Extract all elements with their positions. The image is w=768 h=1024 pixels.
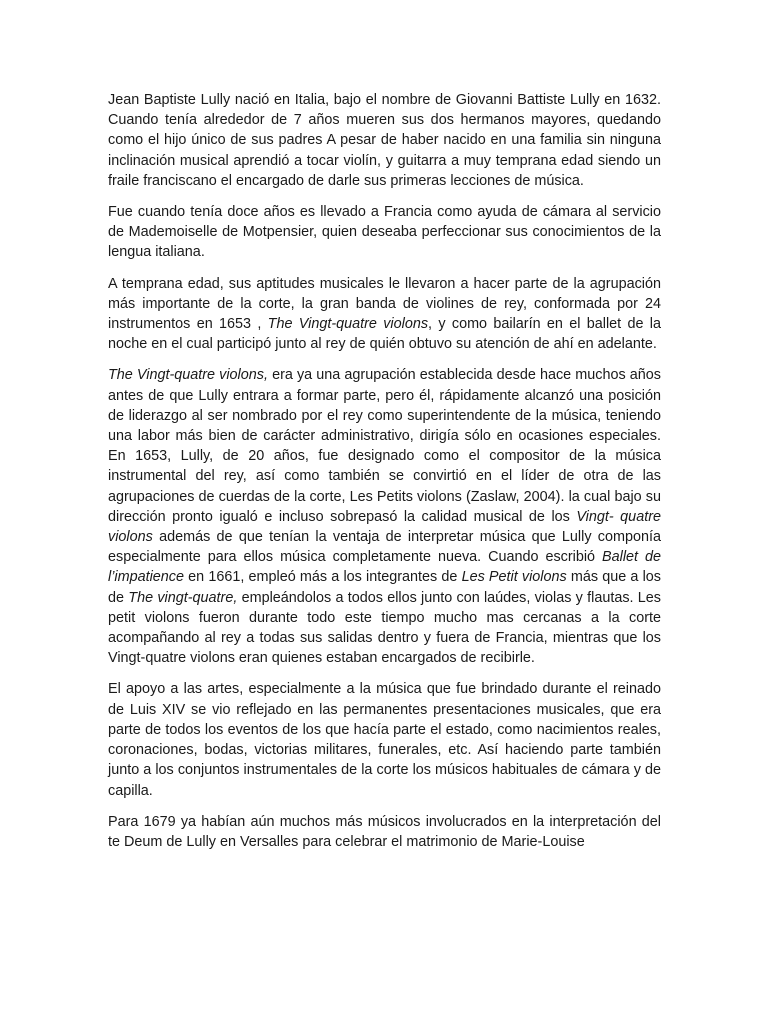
text-run: Para 1679 ya habían aún muchos más músicos involucrados en la interpretación del te Deum de Lully en Versalles para celebrar el matrimonio de Marie-Louise	[108, 813, 661, 850]
text-run: Jean Baptiste Lully nació en Italia, bajo el nombre de Giovanni Battiste Lully en 1632. Cuando tenía alrededor de 7 años mueren sus dos hermanos mayores, quedando como el hijo único de sus padres A pesar de haber nacido en una familia sin ninguna inclinación musical aprendió a tocar violín, y guitarra a muy temprana edad siendo un fraile franciscano el encargado de darle sus primeras lecciones de música.	[108, 92, 661, 189]
text-run: además de que tenían la ventaja de interpretar música que Lully componía especialmente para ellos música completamente nueva. Cuando escribió	[108, 529, 661, 566]
paragraph	[108, 90, 661, 191]
paragraph	[108, 679, 661, 800]
text-run: Fue cuando tenía doce años es llevado a Francia como ayuda de cámara al servicio de Mademoiselle de Motpensier, quien deseaba perfeccionar sus conocimientos de la lengua italiana.	[108, 204, 661, 261]
paragraph	[108, 274, 661, 355]
text-run: empleándolos a todos ellos junto con laúdes, violas y flautas. Les petit violons fueron durante todo este tiempo mucho mas cercanas a la corte acompañando al rey a todas sus salidas dentro y fuera de Francia, mientras que los Vingt-quatre violons eran quienes estaban encargados de recibirle.	[108, 589, 661, 667]
italic-text: Vingt- quatre violons	[108, 508, 661, 546]
text-run: El apoyo a las artes, especialmente a la música que fue brindado durante el reinado de Luis XIV se vio reflejado en las permanentes presentaciones musicales, que era parte de todos los eventos de los que hacía parte el estado, como nacimientos reales, coronaciones, bodas, victorias militares, funerales, etc. Así haciendo parte también junto a los conjuntos instrumentales de la corte los músicos habituales de cámara y de capilla.	[108, 681, 661, 799]
italic-text: Ballet de l’impatience	[108, 549, 661, 586]
text-run: era ya una agrupación establecida desde hace muchos años antes de que Lully entrara a formar parte, pero él, rápidamente alcanzó una posición de liderazgo al ser nombrado por el rey como superintendente de la música, teniendo una labor más bien de carácter administrativo, dirigía sólo en ocasiones especiales. En 1653, Lully, de 20 años, fue designado como el compositor de la música instrumental del rey, así como también se convirtió en el líder de otra de las agrupaciones de cuerdas de la corte, Les Petits violons (Zaslaw, 2004). la cual bajo su dirección pronto igualó e incluso sobrepasó la calidad musical de los	[108, 367, 661, 525]
paragraph	[108, 365, 661, 668]
document-body	[108, 90, 661, 863]
text-run: más que a los de	[108, 569, 661, 606]
text-run: en 1661, empleó más a los integrantes de	[184, 569, 462, 586]
italic-text: Les Petit violons	[461, 569, 567, 586]
italic-text: The Vingt-quatre violons	[267, 316, 429, 333]
paragraph	[108, 202, 661, 263]
italic-text: The vingt-quatre,	[128, 589, 238, 606]
text-run: , y como bailarín en el ballet de la noche en el cual participó junto al rey de quién obtuvo su atención de ahí en adelante.	[108, 316, 661, 353]
text-run: A temprana edad, sus aptitudes musicales le llevaron a hacer parte de la agrupación más importante de la corte, la gran banda de violines de rey, conformada por 24 instrumentos en 1653 ,	[108, 275, 661, 333]
italic-text: The Vingt-quatre violons,	[108, 367, 268, 384]
paragraph	[108, 812, 661, 852]
